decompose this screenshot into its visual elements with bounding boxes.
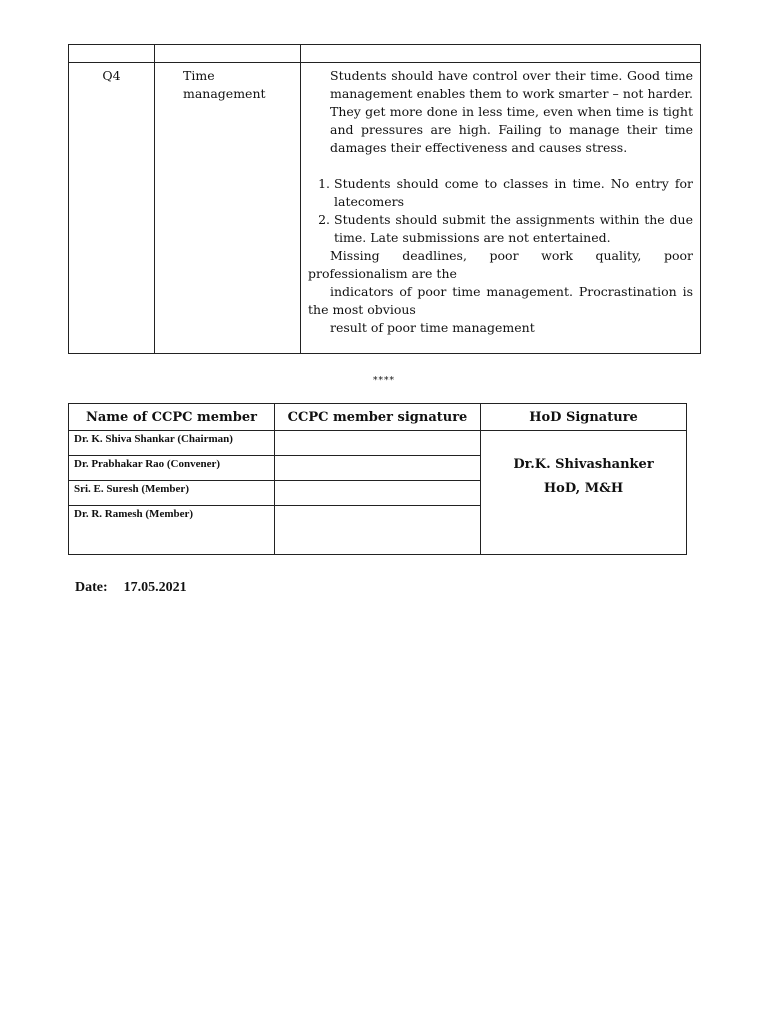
date-value: 17.05.2021 [123,580,187,595]
table-header-row [69,404,687,431]
signature-cell [275,431,481,456]
column-header: CCPC member signature [275,404,481,431]
section-separator: **** [373,376,395,386]
criterion-description [301,63,701,354]
empty-cell [69,45,155,63]
criteria-table [68,44,701,354]
hod-title: HoD, M&H [543,481,624,496]
criterion-aspect: Time management [155,63,301,354]
list-text: Students should come to classes in time. No entry for latecomers [334,176,693,209]
column-header: Name of CCPC member [69,404,275,431]
list-text: Students should submit the assignments within the due time. Late submissions are not entertained. [334,212,693,245]
consequence-line: result of poor time management [330,320,535,335]
list-item [308,211,693,247]
empty-cell [155,45,301,63]
signature-table [68,403,687,555]
empty-cell [301,45,701,63]
list-item [308,175,693,211]
member-name: Dr. K. Shiva Shankar (Chairman) [69,431,275,456]
consequence-line: the most obvious [308,302,416,317]
member-name: Sri. E. Suresh (Member) [69,481,275,506]
consequence-line: Missing deadlines, poor work quality, poor [330,248,693,263]
consequence-line: professionalism are the [308,266,457,281]
date-line [75,580,187,596]
hod-signature-cell [481,431,687,555]
criterion-code: Q4 [69,63,155,354]
table-row-empty [69,45,701,63]
list-number: 1. [318,176,330,191]
table-row [69,63,701,354]
column-header: HoD Signature [481,404,687,431]
member-name: Dr. R. Ramesh (Member) [69,506,275,555]
hod-name: Dr.K. Shivashanker [513,457,654,472]
date-label: Date: [75,580,108,595]
intro-paragraph: Students should have control over their time. Good time management enables them to work smarter – not harder. They get more done in less time, even when time is tight and pressures are high. Failing to manage their time damages their effectiveness and causes stress. [330,68,693,155]
list-number: 2. [318,212,330,227]
signature-cell [275,456,481,481]
signature-cell [275,481,481,506]
table-row [69,431,687,456]
signature-cell [275,506,481,555]
member-name: Dr. Prabhakar Rao (Convener) [69,456,275,481]
consequence-line: indicators of poor time management. Procrastination is [330,284,693,299]
